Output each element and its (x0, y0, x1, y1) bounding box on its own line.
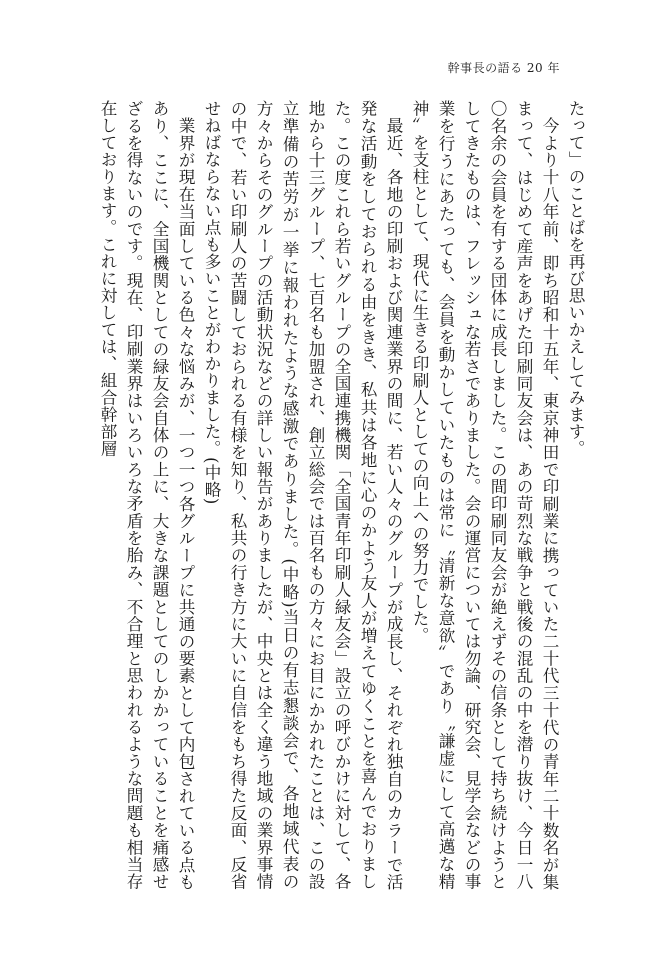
paragraph: 業界が現在当面している色々な悩みが、一つ一つ各グループに共通の要素として内包されている点もあり、ここに、全国機関としての緑友会自体の上に、大きな課題としてのしかかっていることを痛感せざるを得ないのです。現在、印刷業界はいろいろな矛盾を胎み、不合理と思われるような問題も相当存在しております。これに対しては、組合幹部層 (98, 100, 195, 890)
paragraph-continuation: たって」のことばを再び思いかえしてみます。 (566, 100, 585, 457)
paragraph: 今より十八年前、即ち昭和十五年、東京神田で印刷業に携っていた二十代三十代の青年二十数名が集まって、はじめて産声をあげた印刷同友会は、あの苛烈な戦争と戦後の混乱の中を潜り抜け、今日一八〇名余の会員を有する団体に成長しました。この間印刷同友会が絶えずその信条として持ち続けようとしてきたものは、フレッシュな若さでありました。会の運営については勿論、研究会、見学会などの事業を行うにあたっても、会員を動かしていたものは常に〝清新な意欲〟であり〝謙虚にして高邁な精神〟を支柱として、現代に生きる印刷人としての向上への努力でした。 (410, 100, 559, 890)
body-text (94, 100, 588, 890)
running-header: 幹事長の語る 20 年 (447, 61, 560, 75)
paragraph: 最近、各地の印刷および関連業界の間に、若い人々のグループが成長し、それぞれ独自のカラーで活発な活動をしておられる由をきき、私共は各地に心のかよう友人が増えてゆくことを喜んでおりました。この度これら若いグループの全国連携機関「全国青年印刷人緑友会」設立の呼びかけに対して、各地から十三グループ、七百名も加盟され、創立総会では百名もの方々にお目にかかれたことは、この設立準備の苦労が一挙に報われたような感激でありました。(中略)当日の有志懇談会で、各地域代表の方々からそのグループの活動状況などの詳しい報告がありましたが、中央とは全く違う地域の業界事情の中で、若い印刷人の苦闘しておられる有様を知り、私共の行き方に大いに自信をもち得た反面、反省せねばならない点も多いことがわかりました。(中略) (202, 100, 403, 890)
